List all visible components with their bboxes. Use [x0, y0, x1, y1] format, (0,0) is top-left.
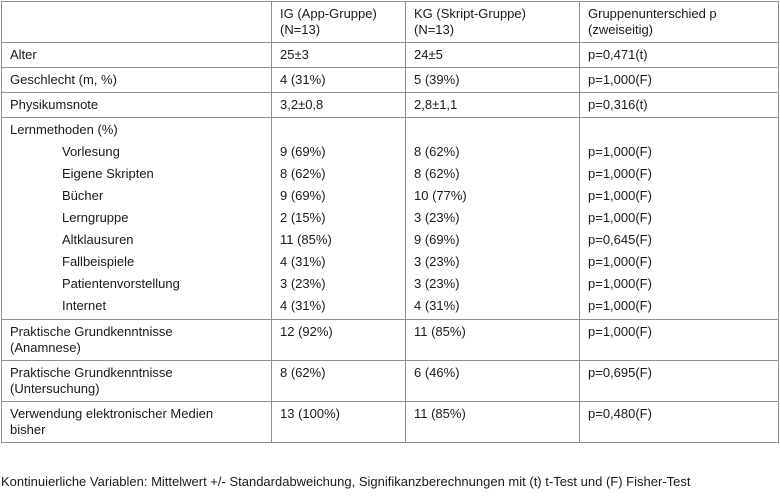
header-p: Gruppenunterschied p (zweiseitig) [580, 2, 779, 43]
cell-label: Praktische Grundkenntnisse (Anamnese) [2, 320, 272, 361]
cell-label: Vorlesung [2, 141, 272, 163]
empty-cell [406, 118, 580, 142]
sub-row [2, 163, 779, 185]
sub-row [2, 229, 779, 251]
cell-ig: 12 (92%) [272, 320, 406, 361]
group-row-lernmethoden [2, 118, 779, 142]
cell-kg: 4 (31%) [406, 295, 580, 320]
cell-ig: 13 (100%) [272, 402, 406, 443]
cell-ig: 4 (31%) [272, 68, 406, 93]
cell-label: Alter [2, 43, 272, 68]
cell-ig: 9 (69%) [272, 141, 406, 163]
cell-kg: 11 (85%) [406, 402, 580, 443]
empty-cell [272, 118, 406, 142]
cell-label: Lerngruppe [2, 207, 272, 229]
results-table [1, 1, 779, 443]
cell-label: Verwendung elektronischer Medien bisher [2, 402, 272, 443]
cell-p: p=1,000(F) [580, 320, 779, 361]
cell-p: p=0,480(F) [580, 402, 779, 443]
sub-row [2, 295, 779, 320]
cell-ig: 8 (62%) [272, 163, 406, 185]
table-row [2, 68, 779, 93]
cell-ig: 4 (31%) [272, 295, 406, 320]
cell-label: Geschlecht (m, %) [2, 68, 272, 93]
table-row [2, 320, 779, 361]
group-label: Lernmethoden (%) [2, 118, 272, 142]
cell-kg: 6 (46%) [406, 361, 580, 402]
cell-p: p=1,000(F) [580, 207, 779, 229]
empty-cell [580, 118, 779, 142]
cell-ig: 2 (15%) [272, 207, 406, 229]
cell-ig: 25±3 [272, 43, 406, 68]
cell-ig: 9 (69%) [272, 185, 406, 207]
cell-kg: 24±5 [406, 43, 580, 68]
cell-p: p=0,645(F) [580, 229, 779, 251]
cell-ig: 3 (23%) [272, 273, 406, 295]
cell-p: p=0,471(t) [580, 43, 779, 68]
table-row [2, 361, 779, 402]
cell-label: Internet [2, 295, 272, 320]
cell-p: p=0,695(F) [580, 361, 779, 402]
sub-row [2, 185, 779, 207]
header-ig: IG (App-Gruppe) (N=13) [272, 2, 406, 43]
cell-p: p=0,316(t) [580, 93, 779, 118]
table-footnote: Kontinuierliche Variablen: Mittelwert +/- Standardabweichung, Signifikanzberechnungen mit (t) t-Test und (F) Fisher-Test [1, 474, 691, 489]
cell-kg: 9 (69%) [406, 229, 580, 251]
sub-row [2, 251, 779, 273]
cell-label: Eigene Skripten [2, 163, 272, 185]
cell-label: Patientenvorstellung [2, 273, 272, 295]
cell-kg: 3 (23%) [406, 273, 580, 295]
cell-kg: 3 (23%) [406, 207, 580, 229]
sub-row [2, 273, 779, 295]
table-row [2, 93, 779, 118]
cell-p: p=1,000(F) [580, 273, 779, 295]
sub-row [2, 141, 779, 163]
cell-ig: 4 (31%) [272, 251, 406, 273]
cell-label: Altklausuren [2, 229, 272, 251]
table-row [2, 402, 779, 443]
table-row [2, 43, 779, 68]
header-label [2, 2, 272, 43]
cell-p: p=1,000(F) [580, 163, 779, 185]
cell-ig: 11 (85%) [272, 229, 406, 251]
cell-kg: 8 (62%) [406, 141, 580, 163]
header-kg: KG (Skript-Gruppe) (N=13) [406, 2, 580, 43]
cell-kg: 11 (85%) [406, 320, 580, 361]
cell-p: p=1,000(F) [580, 251, 779, 273]
table-header-row [2, 2, 779, 43]
cell-kg: 3 (23%) [406, 251, 580, 273]
cell-p: p=1,000(F) [580, 141, 779, 163]
cell-ig: 3,2±0,8 [272, 93, 406, 118]
cell-kg: 2,8±1,1 [406, 93, 580, 118]
cell-label: Praktische Grundkenntnisse (Untersuchung) [2, 361, 272, 402]
sub-row [2, 207, 779, 229]
cell-kg: 5 (39%) [406, 68, 580, 93]
cell-p: p=1,000(F) [580, 185, 779, 207]
cell-ig: 8 (62%) [272, 361, 406, 402]
cell-label: Fallbeispiele [2, 251, 272, 273]
cell-p: p=1,000(F) [580, 68, 779, 93]
cell-label: Bücher [2, 185, 272, 207]
cell-label: Physikumsnote [2, 93, 272, 118]
cell-kg: 10 (77%) [406, 185, 580, 207]
cell-p: p=1,000(F) [580, 295, 779, 320]
cell-kg: 8 (62%) [406, 163, 580, 185]
